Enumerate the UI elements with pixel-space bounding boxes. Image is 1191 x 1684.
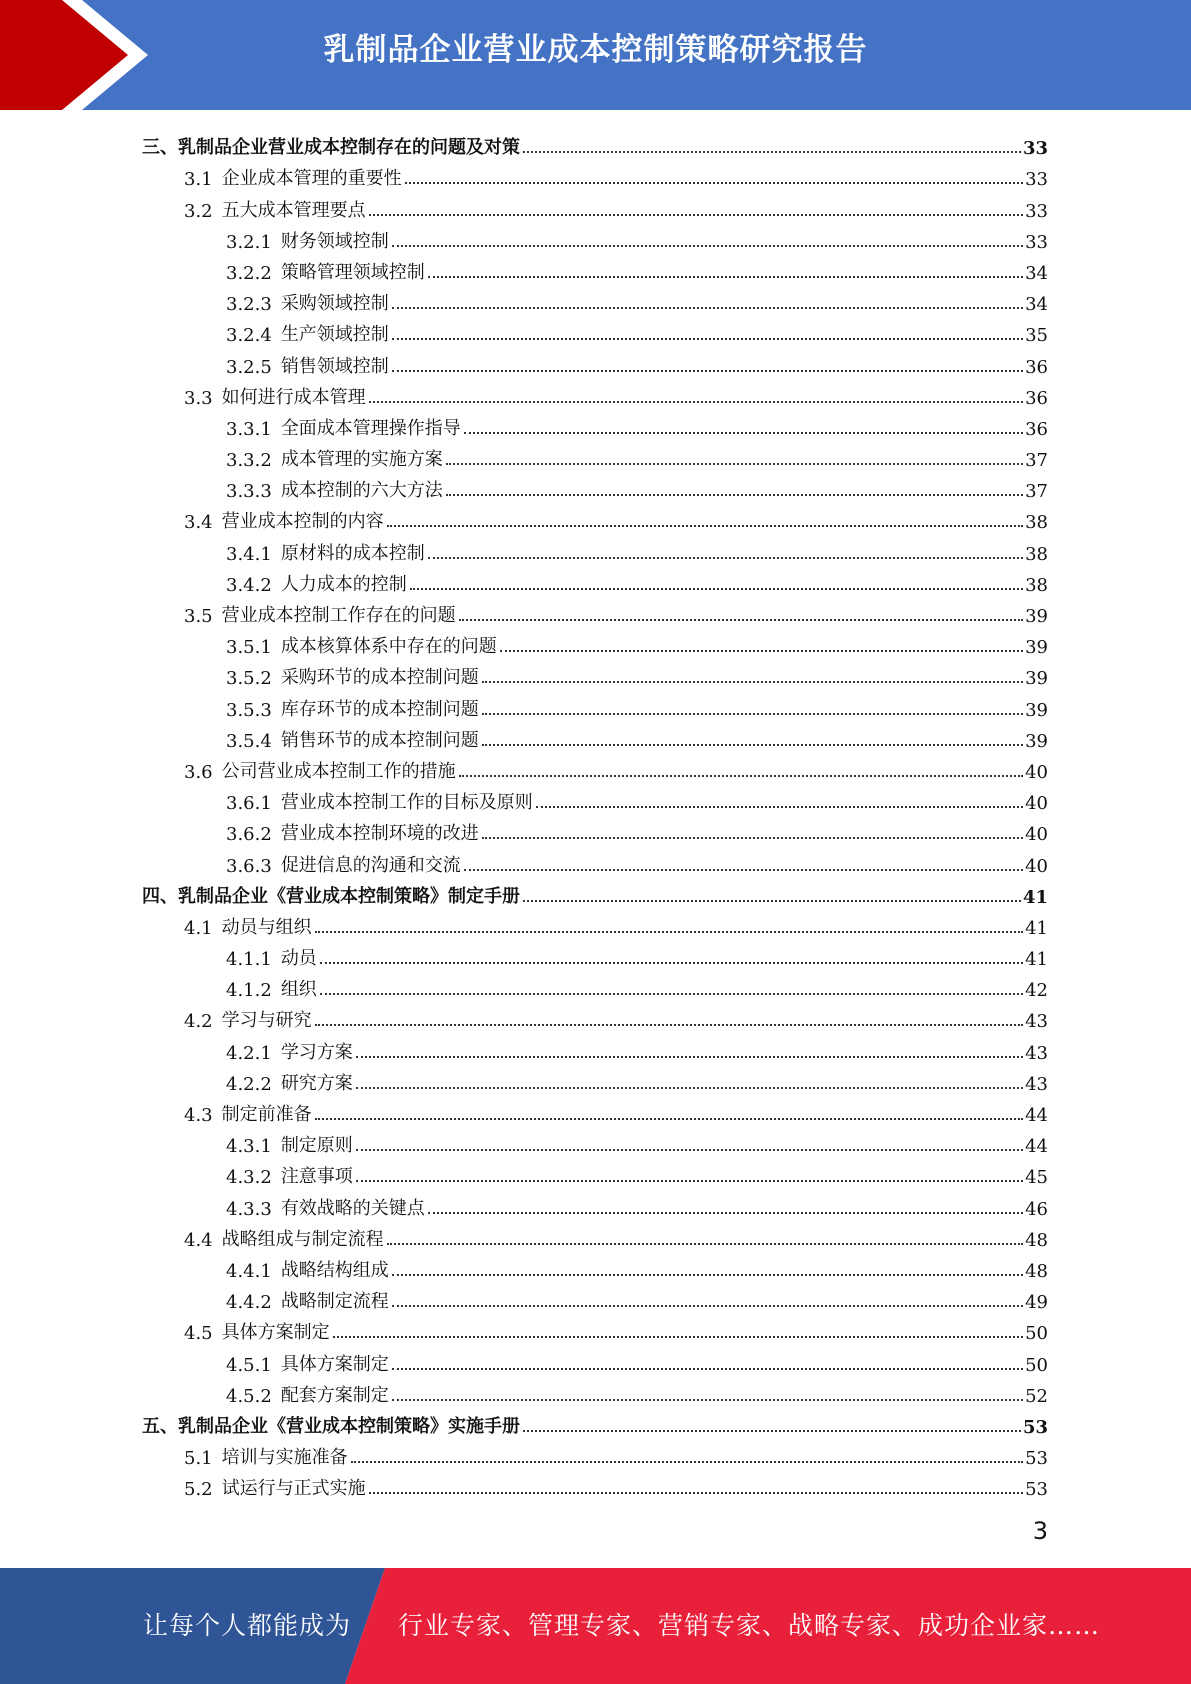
toc-dot-leader bbox=[536, 806, 1023, 808]
toc-entry-title: 人力成本的控制 bbox=[280, 573, 407, 595]
toc-dot-leader bbox=[387, 525, 1023, 527]
toc-entry-number: 3.6.3 bbox=[226, 855, 272, 877]
toc-entry-number: 4.2.2 bbox=[226, 1073, 272, 1095]
toc-entry-page: 33 bbox=[1025, 200, 1048, 222]
toc-entry[interactable] bbox=[142, 315, 1048, 346]
toc-entry-number: 3.2 bbox=[184, 200, 213, 222]
toc-dot-leader bbox=[392, 1368, 1023, 1370]
toc-entry-number: 4.4.2 bbox=[226, 1292, 272, 1314]
toc-entry-number: 5.1 bbox=[184, 1448, 213, 1470]
toc-entry[interactable] bbox=[142, 1001, 1048, 1032]
toc-entry-page: 33 bbox=[1025, 231, 1048, 253]
toc-dot-leader bbox=[405, 182, 1023, 184]
toc-entry-number: 3.6 bbox=[184, 761, 213, 783]
toc-entry-page: 50 bbox=[1025, 1323, 1048, 1345]
toc-entry-title: 成本核算体系中存在的问题 bbox=[280, 636, 497, 658]
toc-entry-page: 52 bbox=[1025, 1385, 1048, 1407]
toc-entry-title: 五大成本管理要点 bbox=[221, 199, 366, 221]
toc-entry-number: 3.5.1 bbox=[226, 637, 272, 659]
toc-dot-leader bbox=[369, 1492, 1023, 1494]
toc-dot-leader bbox=[482, 713, 1023, 715]
toc-entry-title: 动员 bbox=[280, 948, 317, 970]
toc-entry-title: 营业成本控制环境的改进 bbox=[280, 823, 479, 845]
toc-dot-leader bbox=[315, 1024, 1023, 1026]
toc-entry-page: 42 bbox=[1025, 980, 1048, 1002]
toc-entry-page: 39 bbox=[1025, 668, 1048, 690]
toc-entry-number: 3.5.3 bbox=[226, 699, 272, 721]
toc-entry[interactable] bbox=[142, 721, 1048, 752]
toc-entry-number: 3.5.4 bbox=[226, 730, 272, 752]
toc-entry[interactable] bbox=[142, 1438, 1048, 1469]
toc-entry[interactable] bbox=[142, 471, 1048, 502]
toc-dot-leader bbox=[369, 401, 1023, 403]
toc-entry-page: 44 bbox=[1025, 1136, 1048, 1158]
toc-entry[interactable] bbox=[142, 1407, 1048, 1438]
toc-entry-number: 3.5 bbox=[184, 606, 213, 627]
toc-entry-number: 3.3.1 bbox=[226, 418, 272, 440]
toc-entry-title: 三、乳制品企业营业成本控制存在的问题及对策 bbox=[142, 137, 520, 159]
toc-entry-page: 53 bbox=[1025, 1479, 1048, 1501]
toc-dot-leader bbox=[392, 370, 1023, 372]
toc-entry-page: 33 bbox=[1025, 169, 1048, 191]
toc-entry-title: 四、乳制品企业《营业成本控制策略》制定手册 bbox=[142, 885, 520, 907]
toc-entry-title: 组织 bbox=[280, 979, 317, 1001]
toc-entry[interactable] bbox=[142, 346, 1048, 377]
toc-entry-title: 全面成本管理操作指导 bbox=[280, 417, 461, 439]
toc-entry-title: 战略组成与制定流程 bbox=[221, 1228, 384, 1250]
toc-dot-leader bbox=[464, 869, 1023, 871]
page-footer bbox=[0, 1568, 1191, 1684]
toc-entry-title: 研究方案 bbox=[280, 1072, 353, 1094]
toc-entry-page: 48 bbox=[1025, 1260, 1048, 1282]
toc-dot-leader bbox=[459, 775, 1023, 777]
toc-entry-number: 3.3 bbox=[184, 387, 213, 409]
toc-dot-leader bbox=[523, 900, 1021, 902]
toc-entry-page: 41 bbox=[1025, 949, 1048, 971]
toc-entry-number: 4.3 bbox=[184, 1105, 213, 1126]
toc-entry-number: 3.3.2 bbox=[226, 450, 272, 472]
toc-entry-number: 4.2.1 bbox=[226, 1042, 272, 1064]
toc-entry-title: 公司营业成本控制工作的措施 bbox=[221, 760, 456, 782]
toc-entry-number: 3.2.2 bbox=[226, 262, 272, 284]
toc-dot-leader bbox=[315, 1118, 1023, 1120]
toc-entry[interactable] bbox=[142, 752, 1048, 783]
toc-dot-leader bbox=[351, 1461, 1023, 1463]
toc-entry[interactable] bbox=[142, 253, 1048, 284]
toc-dot-leader bbox=[428, 1212, 1023, 1214]
toc-entry-page: 43 bbox=[1025, 1011, 1048, 1033]
toc-entry-title: 企业成本管理的重要性 bbox=[221, 168, 402, 190]
toc-entry-title: 销售环节的成本控制问题 bbox=[280, 729, 479, 751]
toc-entry-number: 3.2.5 bbox=[226, 356, 272, 378]
toc-entry[interactable] bbox=[142, 1313, 1048, 1344]
toc-dot-leader bbox=[333, 1336, 1023, 1338]
toc-entry-page: 40 bbox=[1025, 793, 1048, 815]
toc-entry-page: 49 bbox=[1025, 1292, 1048, 1314]
toc-entry-number: 4.3.2 bbox=[226, 1167, 272, 1189]
toc-entry-title: 五、乳制品企业《营业成本控制策略》实施手册 bbox=[142, 1415, 520, 1437]
toc-dot-leader bbox=[428, 557, 1023, 559]
toc-entry-title: 采购领域控制 bbox=[280, 293, 389, 315]
toc-entry[interactable] bbox=[142, 1032, 1048, 1063]
toc-dot-leader bbox=[523, 151, 1021, 153]
toc-entry[interactable] bbox=[142, 627, 1048, 658]
toc-entry-page: 37 bbox=[1025, 481, 1048, 503]
toc-entry-page: 50 bbox=[1025, 1354, 1048, 1376]
toc-entry-page: 36 bbox=[1025, 387, 1048, 409]
toc-entry-page: 38 bbox=[1025, 543, 1048, 565]
toc-entry[interactable] bbox=[142, 502, 1048, 533]
toc-dot-leader bbox=[523, 1430, 1021, 1432]
toc-dot-leader bbox=[320, 993, 1023, 995]
toc-dot-leader bbox=[392, 307, 1023, 309]
document-title: 乳制品企业营业成本控制策略研究报告 bbox=[323, 32, 868, 68]
toc-entry[interactable] bbox=[142, 814, 1048, 845]
footer-slogan-right: 行业专家、管理专家、营销专家、战略专家、成功企业家…… bbox=[398, 1611, 1101, 1640]
toc-entry-number: 4.4 bbox=[184, 1229, 213, 1251]
toc-entry-number: 4.5 bbox=[184, 1323, 213, 1345]
toc-entry-page: 34 bbox=[1025, 294, 1048, 316]
toc-entry[interactable] bbox=[142, 1157, 1048, 1188]
toc-entry-page: 38 bbox=[1025, 512, 1048, 534]
toc-entry-number: 4.2 bbox=[184, 1011, 213, 1033]
toc-entry-number: 4.1 bbox=[184, 917, 213, 939]
toc-entry-page: 33 bbox=[1022, 138, 1048, 160]
toc-entry-title: 成本控制的六大方法 bbox=[280, 480, 443, 502]
toc-dot-leader bbox=[482, 744, 1023, 746]
toc-entry-title: 促进信息的沟通和交流 bbox=[280, 854, 461, 876]
toc-entry-page: 39 bbox=[1025, 699, 1048, 721]
toc-entry[interactable] bbox=[142, 1095, 1048, 1126]
toc-entry[interactable] bbox=[142, 190, 1048, 221]
toc-entry-number: 4.1.2 bbox=[226, 980, 272, 1002]
toc-entry-page: 40 bbox=[1025, 855, 1048, 877]
toc-entry-title: 注意事项 bbox=[280, 1166, 353, 1188]
toc-entry[interactable] bbox=[142, 1064, 1048, 1095]
toc-entry-title: 制定前准备 bbox=[221, 1104, 312, 1125]
toc-dot-leader bbox=[392, 245, 1023, 247]
toc-entry[interactable] bbox=[142, 877, 1048, 908]
toc-entry-title: 原材料的成本控制 bbox=[280, 542, 425, 564]
toc-entry-title: 学习方案 bbox=[280, 1041, 353, 1063]
toc-dot-leader bbox=[320, 962, 1023, 964]
toc-entry-title: 具体方案制定 bbox=[280, 1353, 389, 1375]
toc-entry-number: 4.5.1 bbox=[226, 1354, 272, 1376]
toc-dot-leader bbox=[392, 338, 1023, 340]
toc-entry-page: 46 bbox=[1025, 1198, 1048, 1220]
toc-entry-number: 3.6.2 bbox=[226, 824, 272, 846]
toc-entry-number: 3.5.2 bbox=[226, 668, 272, 690]
toc-entry-page: 41 bbox=[1025, 917, 1048, 939]
toc-entry-page: 36 bbox=[1025, 356, 1048, 378]
toc-entry-page: 36 bbox=[1025, 418, 1048, 440]
toc-dot-leader bbox=[356, 1087, 1023, 1089]
toc-dot-leader bbox=[356, 1180, 1023, 1182]
toc-entry[interactable] bbox=[142, 1344, 1048, 1375]
toc-entry-number: 3.2.1 bbox=[226, 231, 272, 253]
toc-dot-leader bbox=[315, 931, 1023, 933]
toc-entry[interactable] bbox=[142, 222, 1048, 253]
toc-entry-title: 动员与组织 bbox=[221, 916, 312, 938]
toc-dot-leader bbox=[387, 1243, 1023, 1245]
toc-dot-leader bbox=[446, 494, 1023, 496]
toc-entry-title: 营业成本控制工作的目标及原则 bbox=[280, 792, 533, 814]
toc-entry-page: 41 bbox=[1022, 886, 1048, 908]
toc-entry-number: 4.4.1 bbox=[226, 1260, 272, 1282]
toc-entry[interactable] bbox=[142, 533, 1048, 564]
toc-entry[interactable] bbox=[142, 689, 1048, 720]
toc-entry-page: 40 bbox=[1025, 761, 1048, 783]
toc-entry-page: 43 bbox=[1025, 1042, 1048, 1064]
toc-dot-leader bbox=[459, 619, 1023, 621]
toc-dot-leader bbox=[482, 681, 1023, 683]
toc-dot-leader bbox=[464, 432, 1023, 434]
toc-dot-leader bbox=[369, 214, 1023, 216]
toc-entry[interactable] bbox=[142, 939, 1048, 970]
toc-entry[interactable] bbox=[142, 1282, 1048, 1313]
toc-entry[interactable] bbox=[142, 845, 1048, 876]
toc-entry-title: 配套方案制定 bbox=[280, 1384, 389, 1406]
toc-entry[interactable] bbox=[142, 440, 1048, 471]
toc-entry-title: 如何进行成本管理 bbox=[221, 386, 366, 408]
toc-entry-page: 39 bbox=[1025, 730, 1048, 752]
toc-entry[interactable] bbox=[142, 1220, 1048, 1251]
toc-entry-page: 53 bbox=[1022, 1416, 1048, 1438]
toc-entry[interactable] bbox=[142, 409, 1048, 440]
toc-entry-title: 学习与研究 bbox=[221, 1010, 312, 1032]
toc-entry[interactable] bbox=[142, 1469, 1048, 1500]
toc-entry-title: 营业成本控制的内容 bbox=[221, 511, 384, 533]
toc-entry-title: 战略结构组成 bbox=[280, 1259, 389, 1281]
toc-entry-page: 39 bbox=[1025, 637, 1048, 659]
toc-entry[interactable] bbox=[142, 596, 1048, 627]
toc-entry-number: 3.3.3 bbox=[226, 481, 272, 503]
toc-dot-leader bbox=[428, 276, 1023, 278]
toc-entry[interactable] bbox=[142, 378, 1048, 409]
toc-entry[interactable] bbox=[142, 284, 1048, 315]
toc-entry-title: 营业成本控制工作存在的问题 bbox=[221, 605, 456, 626]
toc-entry-number: 4.5.2 bbox=[226, 1385, 272, 1407]
toc-entry-number: 3.4.1 bbox=[226, 543, 272, 565]
page-header bbox=[0, 0, 1191, 110]
toc-entry-title: 策略管理领域控制 bbox=[280, 261, 425, 283]
toc-entry-number: 3.2.3 bbox=[226, 294, 272, 316]
toc-entry[interactable] bbox=[142, 1188, 1048, 1219]
toc-entry-title: 培训与实施准备 bbox=[221, 1447, 348, 1469]
toc-entry-page: 39 bbox=[1025, 606, 1048, 627]
toc-entry-title: 成本管理的实施方案 bbox=[280, 449, 443, 471]
toc-dot-leader bbox=[500, 650, 1023, 652]
toc-entry[interactable] bbox=[142, 970, 1048, 1001]
toc-entry[interactable] bbox=[142, 159, 1048, 190]
toc-entry[interactable] bbox=[142, 565, 1048, 596]
toc-entry-title: 具体方案制定 bbox=[221, 1322, 330, 1344]
table-of-contents bbox=[142, 128, 1048, 1500]
toc-entry[interactable] bbox=[142, 1126, 1048, 1157]
toc-entry-title: 销售领域控制 bbox=[280, 355, 389, 377]
toc-entry-page: 38 bbox=[1025, 574, 1048, 596]
toc-dot-leader bbox=[392, 1399, 1023, 1401]
toc-entry-title: 财务领域控制 bbox=[280, 230, 389, 252]
toc-entry[interactable] bbox=[142, 783, 1048, 814]
toc-entry-number: 4.3.1 bbox=[226, 1136, 272, 1158]
toc-entry-number: 4.3.3 bbox=[226, 1198, 272, 1220]
toc-entry[interactable] bbox=[142, 908, 1048, 939]
toc-entry-title: 生产领域控制 bbox=[280, 324, 389, 346]
footer-slogan-left: 让每个人都能成为 bbox=[143, 1611, 352, 1640]
toc-entry-title: 制定原则 bbox=[280, 1135, 353, 1157]
toc-entry[interactable] bbox=[142, 1251, 1048, 1282]
toc-entry-page: 35 bbox=[1025, 325, 1048, 347]
toc-entry-page: 37 bbox=[1025, 450, 1048, 472]
toc-entry-number: 3.1 bbox=[184, 169, 213, 191]
toc-entry-page: 34 bbox=[1025, 262, 1048, 284]
toc-entry-page: 43 bbox=[1025, 1073, 1048, 1095]
toc-entry-title: 试运行与正式实施 bbox=[221, 1478, 366, 1500]
toc-entry-title: 有效战略的关键点 bbox=[280, 1197, 425, 1219]
page-number: 3 bbox=[1032, 1517, 1048, 1545]
toc-dot-leader bbox=[482, 837, 1023, 839]
toc-entry[interactable] bbox=[142, 128, 1048, 159]
toc-entry-title: 库存环节的成本控制问题 bbox=[280, 698, 479, 720]
toc-entry-page: 45 bbox=[1025, 1167, 1048, 1189]
toc-dot-leader bbox=[392, 1305, 1023, 1307]
toc-entry-title: 采购环节的成本控制问题 bbox=[280, 667, 479, 689]
toc-entry-number: 3.4 bbox=[184, 512, 213, 534]
toc-entry-number: 5.2 bbox=[184, 1479, 213, 1501]
toc-entry-number: 3.2.4 bbox=[226, 325, 272, 347]
toc-entry-number: 3.6.1 bbox=[226, 793, 272, 815]
toc-entry[interactable] bbox=[142, 1376, 1048, 1407]
toc-dot-leader bbox=[446, 463, 1023, 465]
toc-entry-number: 4.1.1 bbox=[226, 949, 272, 971]
toc-dot-leader bbox=[392, 1274, 1023, 1276]
toc-dot-leader bbox=[356, 1149, 1023, 1151]
toc-entry-page: 53 bbox=[1025, 1448, 1048, 1470]
toc-entry-page: 44 bbox=[1025, 1105, 1048, 1126]
toc-dot-leader bbox=[410, 588, 1023, 590]
toc-entry[interactable] bbox=[142, 658, 1048, 689]
toc-entry-page: 40 bbox=[1025, 824, 1048, 846]
toc-entry-title: 战略制定流程 bbox=[280, 1291, 389, 1313]
toc-entry-number: 3.4.2 bbox=[226, 574, 272, 596]
toc-dot-leader bbox=[356, 1056, 1023, 1058]
toc-entry-page: 48 bbox=[1025, 1229, 1048, 1251]
